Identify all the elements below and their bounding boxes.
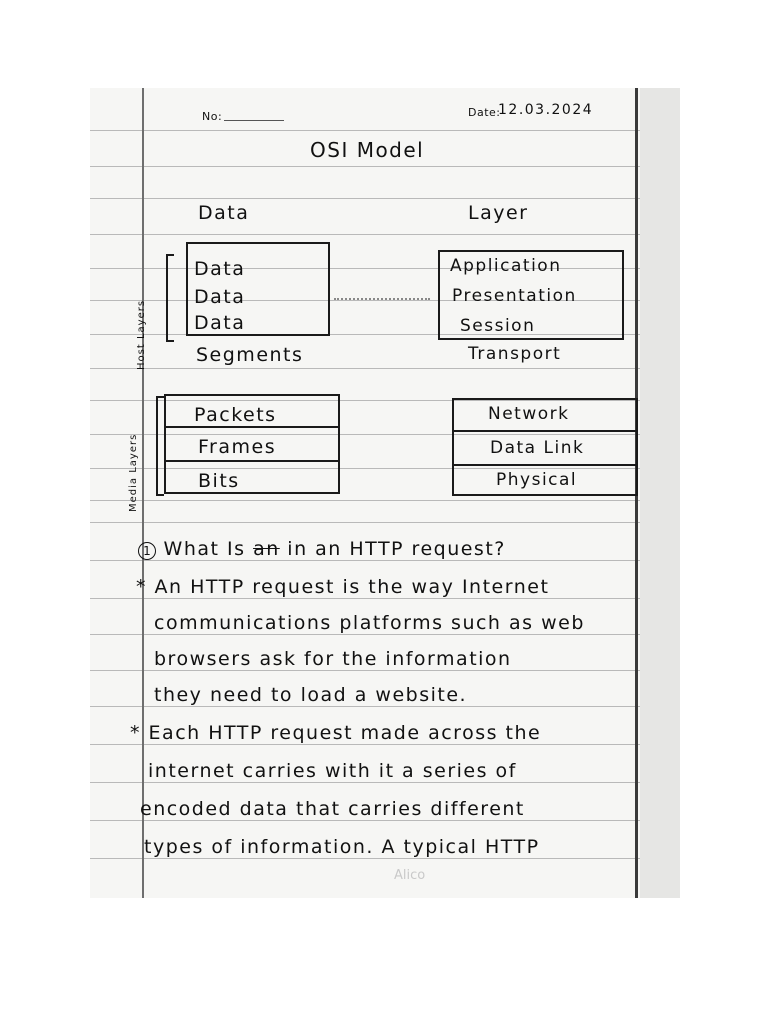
media-data-1: Packets — [194, 404, 277, 426]
rule-line — [90, 234, 680, 235]
rule-line — [90, 858, 680, 859]
media-data-divider — [166, 426, 338, 428]
page-title: OSI Model — [310, 138, 425, 162]
margin-line — [142, 88, 144, 898]
media-data-divider — [166, 460, 338, 462]
data-column-header: Data — [198, 202, 250, 224]
host-layer-3: Session — [460, 316, 536, 336]
host-layer-1: Application — [450, 256, 562, 276]
rule-line — [90, 782, 680, 783]
dotted-connector — [334, 298, 430, 300]
host-data-4: Segments — [196, 344, 304, 366]
question-line — [138, 538, 506, 560]
date-value: 12.03.2024 — [498, 102, 594, 118]
rule-line — [90, 500, 680, 501]
answer-line: they need to load a website. — [154, 684, 468, 706]
host-layers-brace — [166, 254, 174, 342]
media-layers-label: Media Layers — [128, 433, 139, 512]
media-layer-2: Data Link — [490, 438, 585, 458]
rule-line — [90, 670, 680, 671]
host-data-2: Data — [194, 286, 246, 308]
media-layer-3: Physical — [496, 470, 578, 490]
answer-line: internet carries with it a series of — [148, 760, 517, 782]
media-layer-1: Network — [488, 404, 570, 424]
no-underline — [224, 120, 284, 121]
rule-line — [90, 368, 680, 369]
rule-line — [90, 744, 680, 745]
media-layers-brace — [156, 396, 164, 496]
notebook-page — [90, 88, 680, 898]
host-data-1: Data — [194, 258, 246, 280]
rule-line — [90, 166, 680, 167]
page-watermark: Alico — [394, 868, 426, 883]
question-text-end: in an HTTP request? — [287, 538, 506, 560]
answer-line: browsers ask for the information — [154, 648, 512, 670]
question-struck-word: an — [253, 538, 280, 560]
question-number: 1 — [138, 542, 156, 560]
no-label: No: — [202, 110, 223, 123]
host-layers-label: Host Layers — [136, 299, 147, 370]
media-layer-divider — [454, 430, 636, 432]
rule-line — [90, 634, 680, 635]
rule-line — [90, 820, 680, 821]
host-layer-2: Presentation — [452, 286, 577, 306]
host-layer-4: Transport — [468, 344, 562, 364]
answer-line: types of information. A typical HTTP — [144, 836, 540, 858]
answer-line: encoded data that carries different — [140, 798, 525, 820]
rule-line — [90, 598, 680, 599]
answer-line: * Each HTTP request made across the — [130, 722, 542, 744]
rule-line — [90, 560, 680, 561]
answer-line: * An HTTP request is the way Internet — [136, 576, 550, 598]
rule-line — [90, 198, 680, 199]
date-label: Date: — [468, 106, 501, 119]
rule-line — [90, 130, 680, 131]
next-page-edge — [640, 88, 680, 898]
media-data-2: Frames — [198, 436, 277, 458]
media-data-3: Bits — [198, 470, 240, 492]
layer-column-header: Layer — [468, 202, 529, 224]
rule-line — [90, 522, 680, 523]
answer-line: communications platforms such as web — [154, 612, 585, 634]
rule-line — [90, 706, 680, 707]
host-data-3: Data — [194, 312, 246, 334]
question-text-start: What Is — [163, 538, 246, 560]
media-layer-divider — [454, 464, 636, 466]
